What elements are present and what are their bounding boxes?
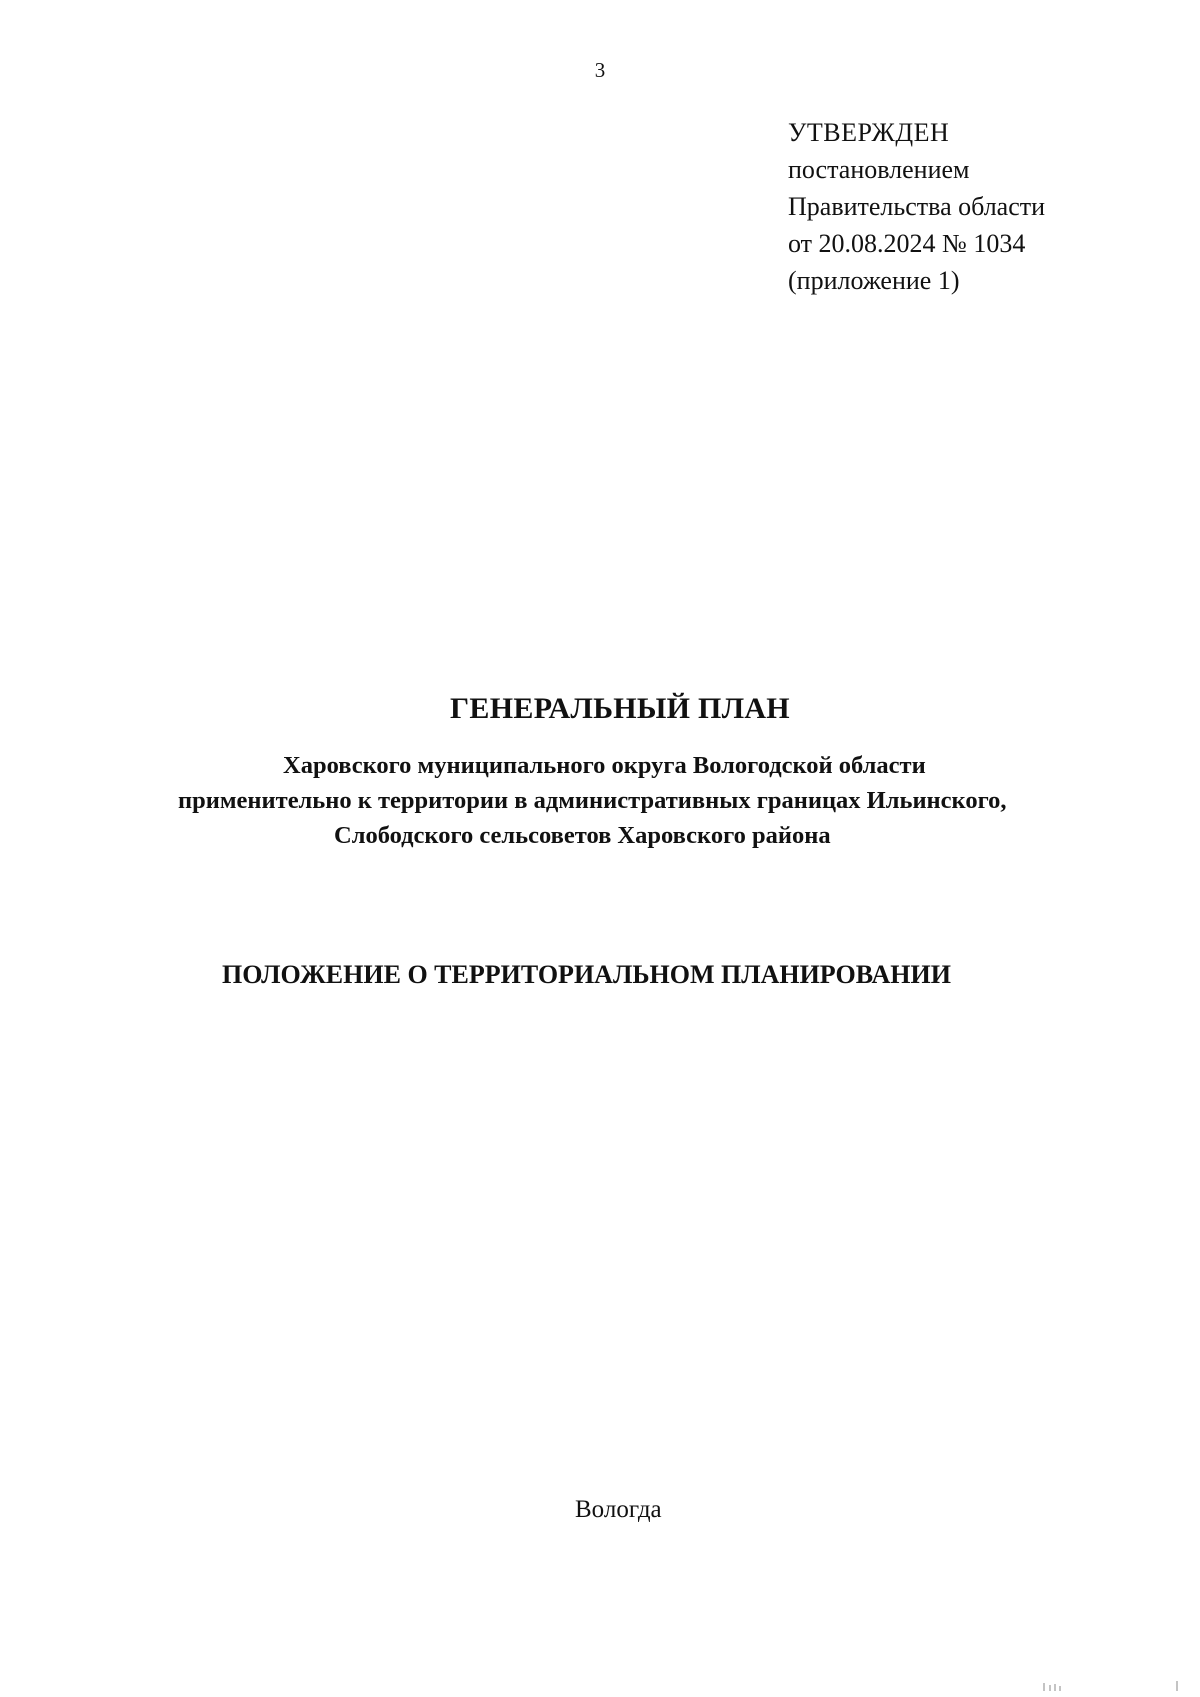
approval-block (788, 114, 1045, 299)
section-title: ПОЛОЖЕНИЕ О ТЕРРИТОРИАЛЬНОМ ПЛАНИРОВАНИИ (222, 960, 951, 989)
page-number: 3 (594, 58, 606, 82)
approval-stamp-heading: УТВЕРЖДЕН (788, 118, 950, 147)
approval-line-date-number: от 20.08.2024 № 1034 (788, 229, 1026, 258)
subtitle-line-1: Харовского муниципального округа Вологодской области (283, 752, 926, 779)
city-name: Вологда (575, 1496, 662, 1523)
approval-line-resolution: постановлением (788, 155, 970, 184)
approval-line-government: Правительства области (788, 192, 1046, 221)
scan-artifact-marks (1042, 1681, 1182, 1691)
subtitle-line-3: Слободского сельсоветов Харовского района (334, 822, 831, 849)
approval-line-appendix: (приложение 1) (788, 266, 960, 295)
document-title: ГЕНЕРАЛЬНЫЙ ПЛАН (450, 692, 790, 725)
subtitle-line-2: применительно к территории в административных границах Ильинского, (178, 787, 1007, 814)
